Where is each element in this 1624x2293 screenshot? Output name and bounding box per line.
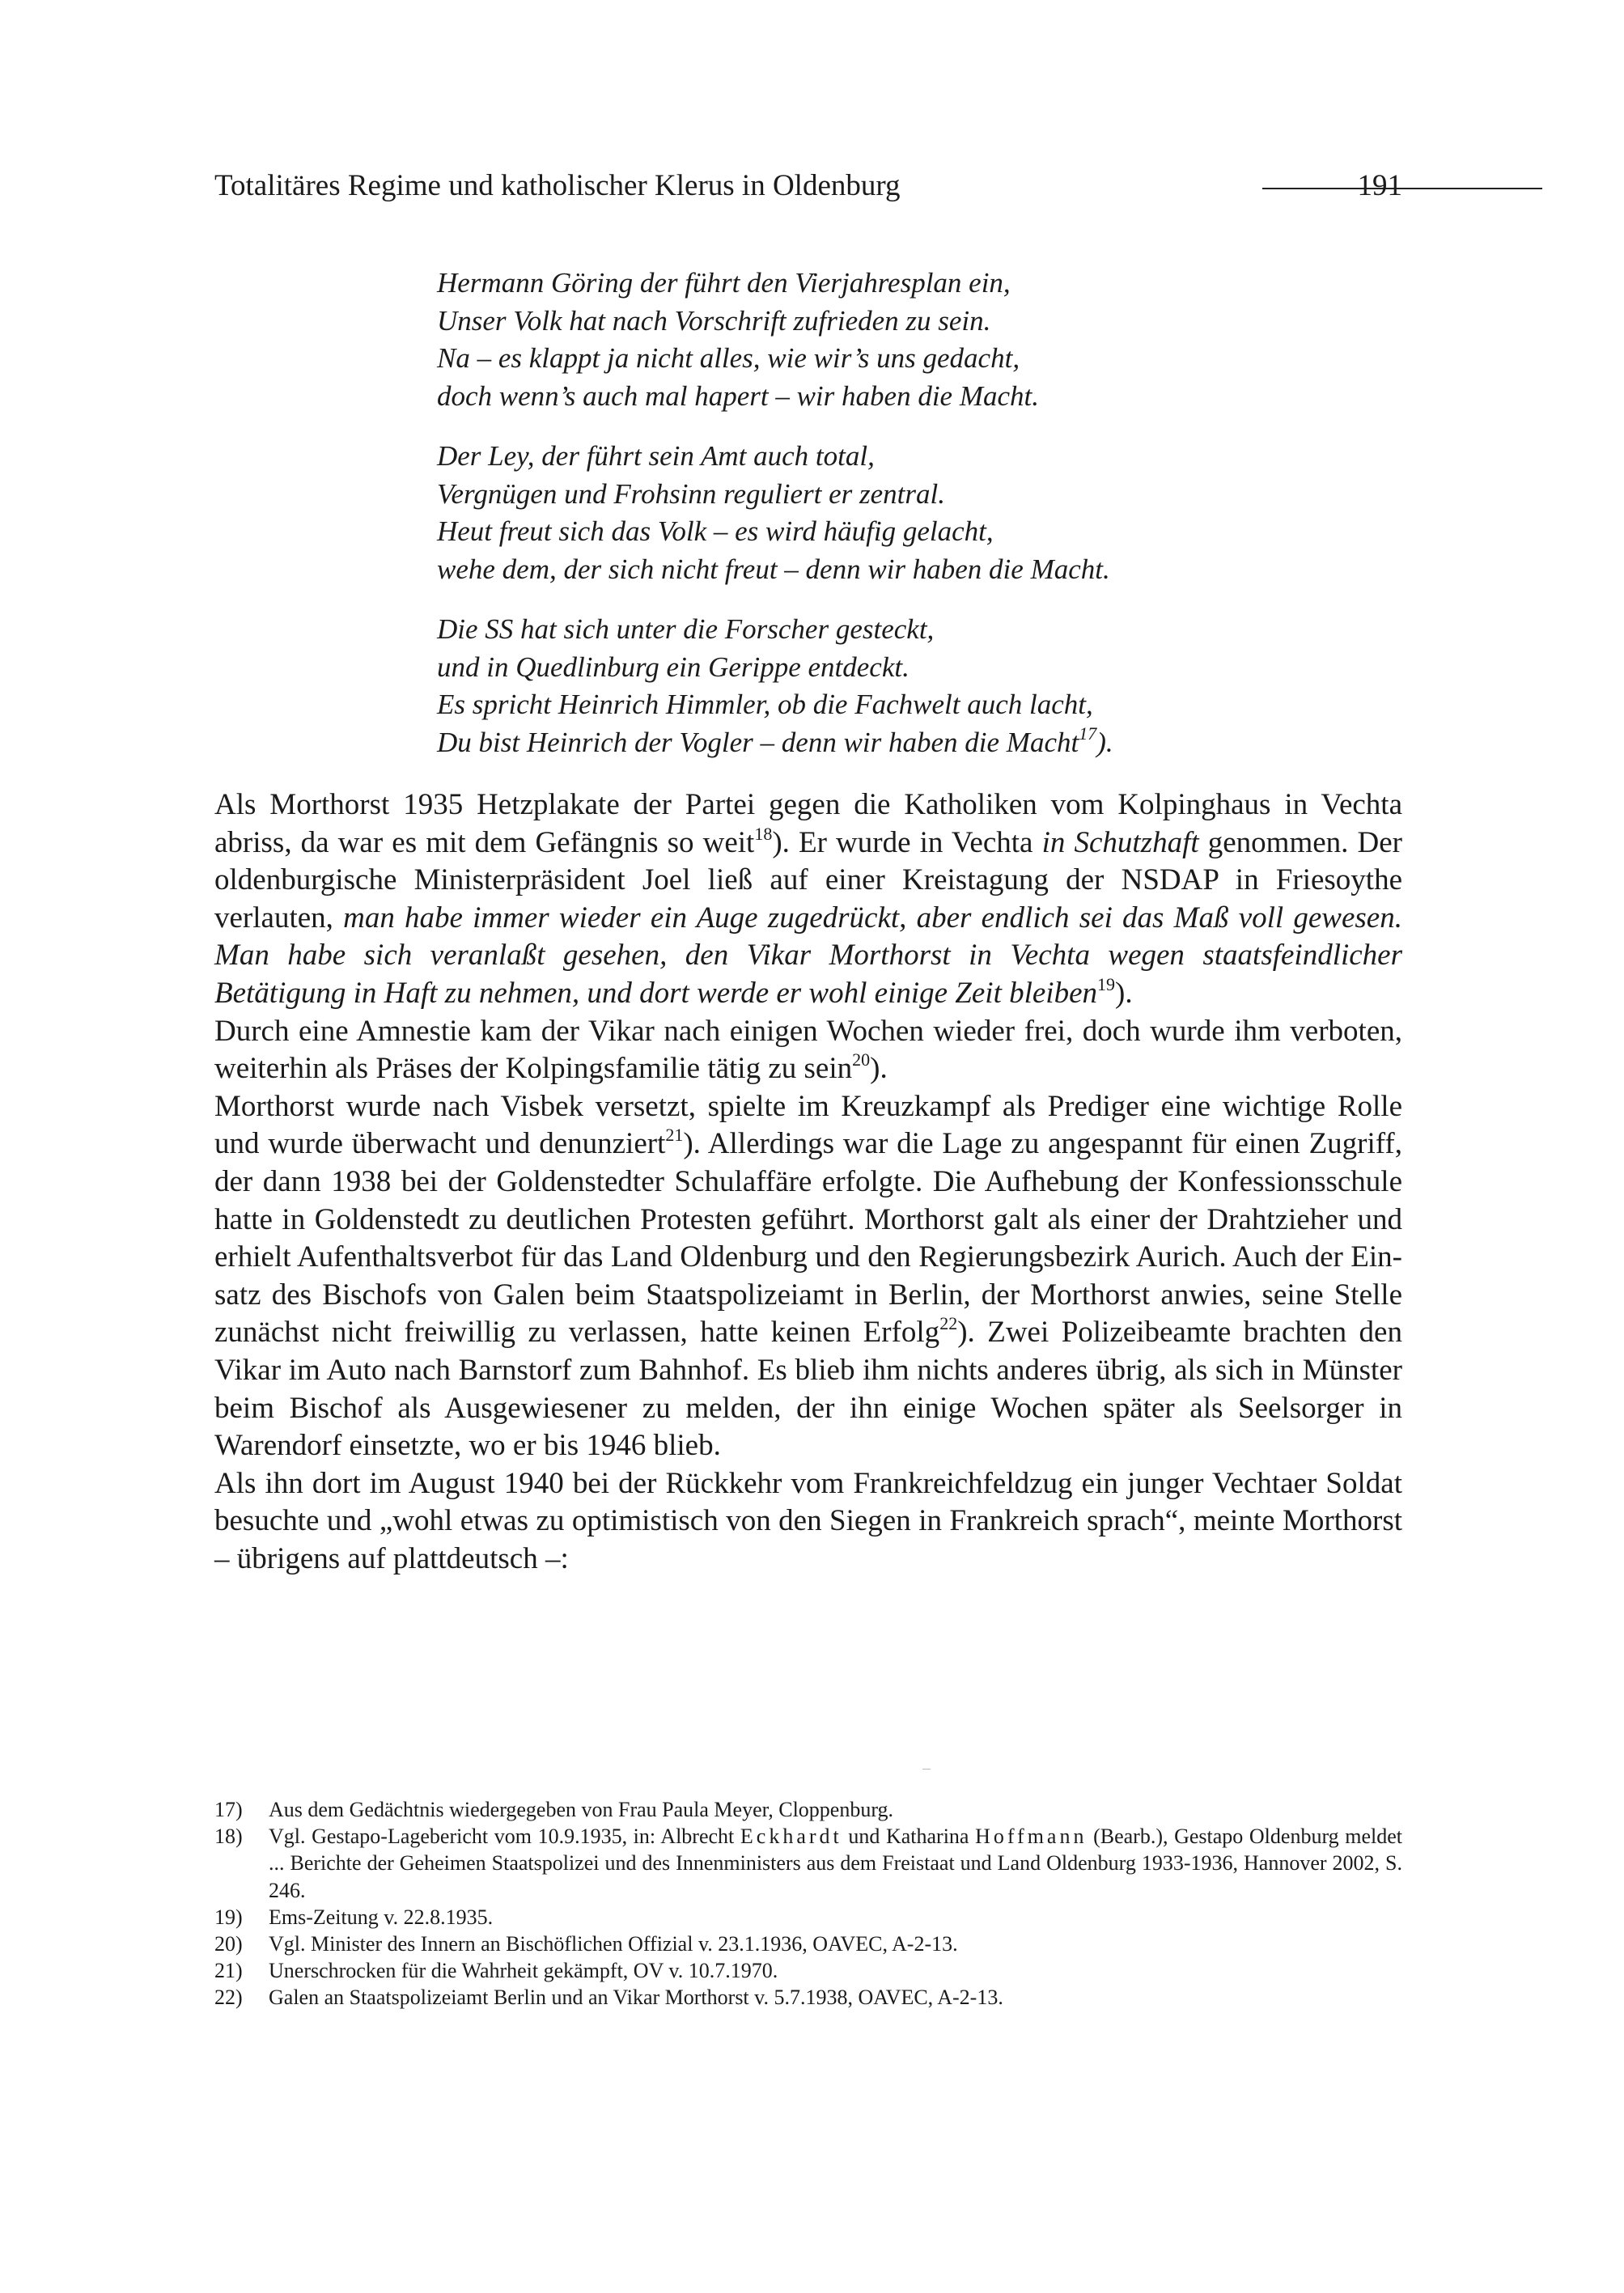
stanza-3 [437, 611, 1327, 761]
verse: Die SS hat sich unter die Forscher gesteckt, [437, 613, 935, 645]
text: Als Morthorst 1935 Hetzplakate der Partei gegen die Katholiken vom Kolpinghaus in Vechta abriss, da war es mit dem Gefängnis so weit [214, 788, 1402, 859]
paragraph-4 [214, 1465, 1402, 1579]
verse: Es spricht Heinrich Himmler, ob die Fachwelt auch lacht, [437, 689, 1093, 720]
verse: und in Quedlinburg ein Gerippe entdeckt. [437, 651, 910, 683]
paragraph-1 [214, 786, 1402, 1013]
poem [437, 265, 1327, 784]
footnote-21 [214, 1957, 1402, 1984]
verse: Hermann Göring der führt den Vierjahresplan ein, [437, 267, 1011, 299]
footnote-text: Aus dem Gedächtnis wiedergegeben von Frau Paula Meyer, Cloppenburg. [269, 1798, 894, 1821]
footnote-22 [214, 1984, 1402, 2011]
author-name: Hoffmann [975, 1825, 1088, 1849]
verse: doch wenn’s auch mal hapert – wir haben die Macht. [437, 379, 1039, 412]
footnote-number: 20) [214, 1932, 243, 1956]
verse: Unser Volk hat nach Vorschrift zufrieden zu sein. [437, 304, 991, 337]
verse-text: Du bist Heinrich der Vogler – denn wir haben die Macht [437, 726, 1079, 758]
body-text [214, 786, 1402, 1578]
paragraph-3 [214, 1088, 1402, 1465]
footnote-19 [214, 1904, 1402, 1931]
footnote-number: 21) [214, 1959, 243, 1983]
paragraph-2 [214, 1013, 1402, 1088]
footnote-ref-17[interactable]: 17 [1079, 723, 1097, 744]
footnote-ref-21[interactable]: 21 [665, 1125, 684, 1146]
text: Als ihn dort im August 1940 bei der Rückkehr vom Frankreichfeldzug ein junger Vechtaer Soldat besuchte und „wohl etwas zu optimistisch von den Siegen in Frankreich sprach“, meinte Morthorst – übrigens auf plattdeutsch –: [214, 1466, 1402, 1575]
page-number: 191 [1357, 169, 1402, 202]
verse: Der Ley, der führt sein Amt auch total, [437, 440, 875, 472]
text: ). Er wurde in Vechta [772, 825, 1042, 859]
verse: Na – es klappt ja nicht alles, wie wir’s uns gedacht, [437, 342, 1020, 374]
footnote-text: Vgl. Minister des Innern an Bischöflichen Offizial v. 23.1.1936, OAVEC, A-2-13. [269, 1932, 958, 1956]
stanza-2 [437, 438, 1327, 588]
running-head [214, 162, 1402, 210]
footnote-separator [922, 1769, 931, 1770]
footnote-text: Unerschrocken für die Wahrheit gekämpft, OV v. 10.7.1970. [269, 1959, 778, 1983]
stanza-1 [437, 265, 1327, 415]
text: ). [1115, 976, 1133, 1010]
footnote-ref-19[interactable]: 19 [1097, 973, 1116, 994]
footnote-ref-20[interactable]: 20 [852, 1049, 871, 1070]
footnote-number: 22) [214, 1986, 243, 2010]
footnote-ref-18[interactable]: 18 [754, 823, 773, 844]
footnote-text [269, 1823, 1402, 1904]
text: Morthorst wurde nach Visbek versetzt, spielte im Kreuzkampf als Prediger eine wichtige Rolle und wurde überwacht und denunziert [214, 1089, 1402, 1161]
text: ). Zwei Polizeibeamte brachten den Vikar im Auto nach Barnstorf zum Bahnhof. Es blieb ihm nichts anderes übrig, als sich in Münster beim Bischof als Ausgewiesener zu melden, der ihn einige Wochen später als Seelsorger in Warendorf einsetzte, wo er bis 1946 blieb. [214, 1316, 1402, 1463]
header-rule [1262, 188, 1542, 189]
text: Vgl. Gestapo-Lagebericht vom 10.9.1935, in: Albrecht [269, 1825, 740, 1849]
verse: wehe dem, der sich nicht freut – denn wir haben die Macht. [437, 553, 1110, 585]
text: Durch eine Amnestie kam der Vikar nach einigen Wochen wieder frei, doch wurde ihm verboten, weiterhin als Präses der Kolpingsfamilie tätig zu sein [214, 1014, 1402, 1086]
text: ). Allerdings war die Lage zu angespannt für einen Zugriff, der dann 1938 bei der Goldenstedter Schulaffäre erfolgte. Die Aufhebung der Konfessionsschule hatte in Goldenstedt zu deutlichen Protesten geführt. Morthorst galt als einer der Drahtzieher und erhielt Aufenthaltsverbot für das Land Oldenburg und den Regierungsbezirk Aurich. Auch der Einsatz des Bischofs von Galen beim Staatspolizeiamt in Berlin, der Morthorst anwies, seine Stelle zunächst nicht freiwillig zu verlassen, hatte keinen Erfolg [214, 1127, 1402, 1350]
footnotes [214, 1796, 1402, 2011]
text: und Katharina [842, 1825, 976, 1849]
italic-quote: man habe immer wieder ein Auge zugedrückt, aber endlich sei das Maß voll gewesen. Man habe sich veranlaßt gesehen, den Vikar Morthorst in Vechta wegen staatsfeindlicher Betätigung in Haft zu nehmen, und dort werde er wohl einige Zeit bleiben [214, 901, 1402, 1010]
footnote-text: Galen an Staatspolizeiamt Berlin und an Vikar Morthorst v. 5.7.1938, OAVEC, A-2-13. [269, 1986, 1003, 2010]
footnote-ref-22[interactable]: 22 [939, 1313, 958, 1334]
author-name: Eckhardt [740, 1825, 842, 1849]
footnote-number: 18) [214, 1825, 243, 1849]
footnote-20 [214, 1931, 1402, 1957]
verse: Vergnügen und Frohsinn reguliert er zentral. [437, 477, 946, 510]
footnote-18 [214, 1823, 1402, 1904]
footnote-17 [214, 1796, 1402, 1823]
footnote-number: 17) [214, 1798, 243, 1821]
footnote-text: Ems-Zeitung v. 22.8.1935. [269, 1905, 494, 1929]
verse-last [437, 724, 1327, 762]
footnote-number: 19) [214, 1905, 243, 1929]
verse-end: ). [1096, 726, 1113, 758]
text: ). [870, 1052, 888, 1086]
running-title: Totalitäres Regime und katholischer Klerus in Oldenburg [214, 169, 901, 202]
italic-text: in Schutzhaft [1041, 825, 1199, 859]
text: (Bearb.), Gestapo Oldenburg meldet ... Berichte der Geheimen Staatspolizei und des Innenministers aus dem Freistaat und Land Oldenburg 1933-1936, Hannover 2002, S. 246. [269, 1825, 1402, 1902]
text: genommen. Der oldenburgische Ministerpräsident Joel ließ auf einer Kreistagung der NSDAP in Friesoythe verlauten, [214, 825, 1402, 935]
verse: Heut freut sich das Volk – es wird häufig gelacht, [437, 515, 994, 547]
